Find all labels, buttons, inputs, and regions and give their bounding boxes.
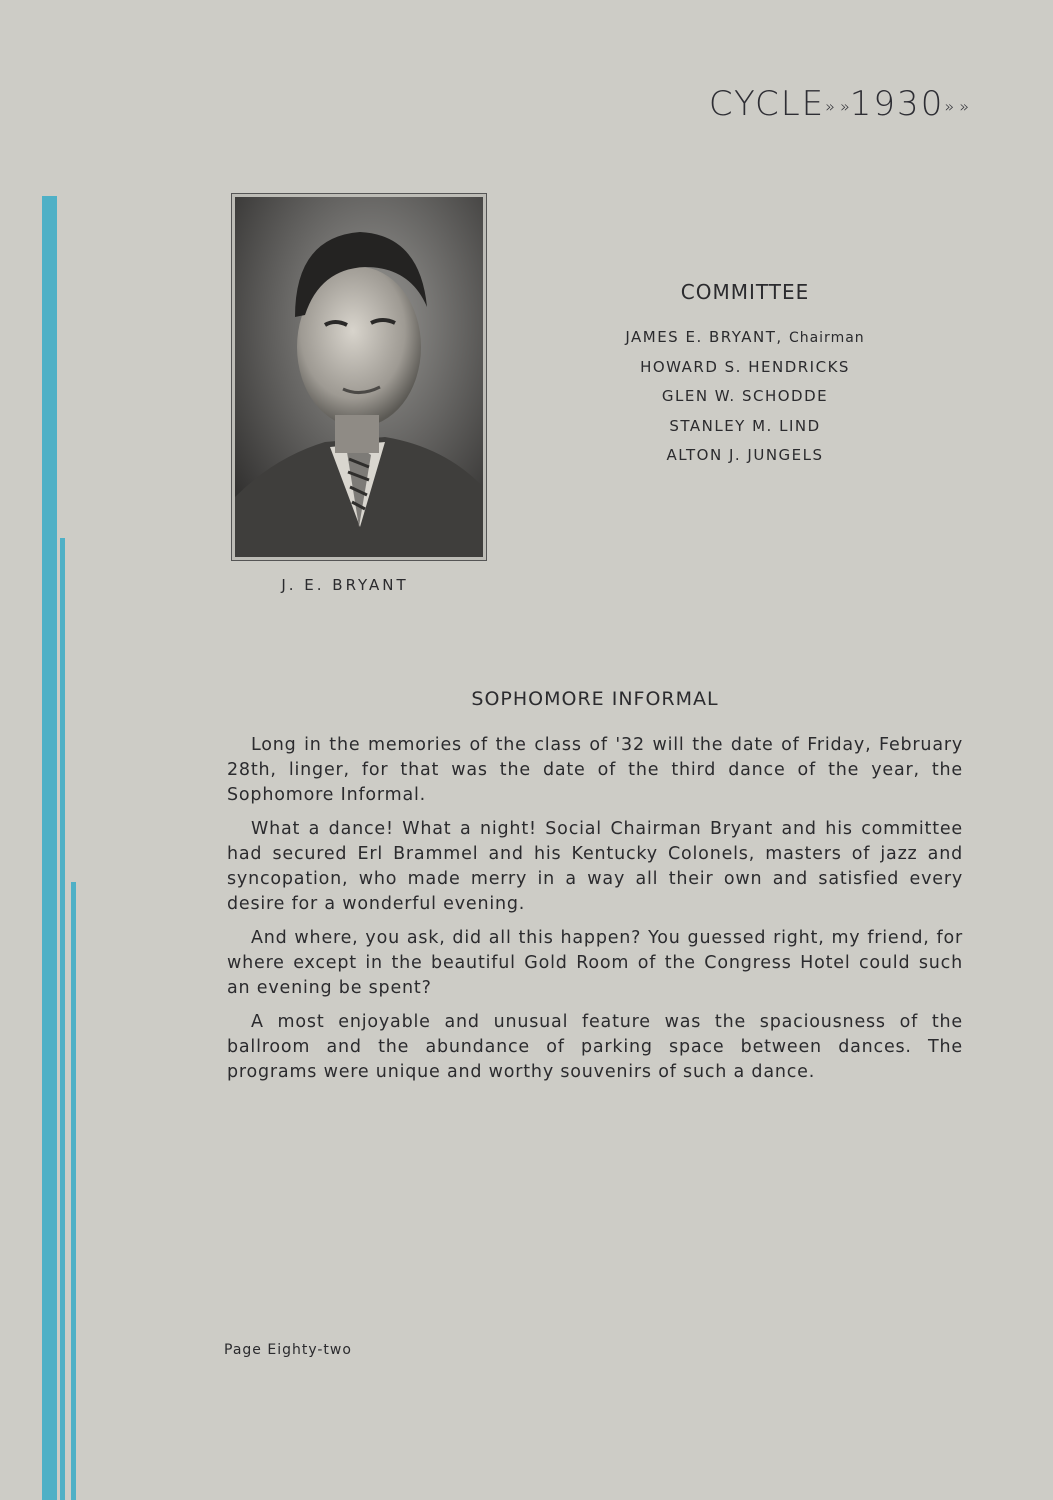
- accent-bar-thin: [60, 538, 65, 1500]
- list-item: [600, 385, 890, 415]
- committee-heading: COMMITTEE: [680, 280, 810, 304]
- member-name: HOWARD S. HENDRICKS: [640, 357, 850, 376]
- member-name: GLEN W. SCHODDE: [661, 387, 829, 405]
- article-paragraph: Long in the memories of the class of '32 will the date of Friday, February 28th, linger, for that was the date of the third dance of the year, the Sophomore Informal.: [227, 735, 963, 805]
- member-name: JAMES E. BRYANT,: [625, 328, 783, 346]
- member-name: STANLEY M. LIND: [669, 416, 821, 435]
- committee-list: [600, 326, 890, 474]
- portrait-photo: [235, 197, 483, 557]
- article-body: [227, 733, 963, 1094]
- header-year: 1930: [849, 84, 945, 124]
- portrait-frame: [231, 193, 487, 561]
- article-title: SOPHOMORE INFORMAL: [471, 688, 719, 710]
- member-name: ALTON J. JUNGELS: [666, 446, 824, 464]
- header-chevrons: » »: [825, 97, 850, 116]
- portrait-caption: J. E. BRYANT: [281, 576, 409, 594]
- member-role: Chairman: [788, 330, 865, 346]
- article-paragraph: And where, you ask, did all this happen? You guessed right, my friend, for where except in the beautiful Gold Room of the Congress Hotel could such an evening be spent?: [227, 928, 963, 998]
- header-title: CYCLE: [708, 84, 826, 124]
- list-item: [600, 356, 890, 386]
- article-paragraph: What a dance! What a night! Social Chairman Bryant and his committee had secured Erl Brammel and his Kentucky Colonels, masters of jazz and syncopation, who made merry in a way all their own and satisfied every desire for a wonderful evening.: [227, 819, 963, 914]
- header-chevrons-trailing: » »: [944, 97, 969, 116]
- accent-bar-wide: [42, 196, 57, 1500]
- running-header: [709, 84, 969, 124]
- article-paragraph: A most enjoyable and unusual feature was the spaciousness of the ballroom and the abundance of parking space between dances. The programs were unique and worthy souvenirs of such a dance.: [227, 1012, 963, 1082]
- list-item: [600, 444, 890, 474]
- accent-bar-thin-short: [71, 882, 76, 1500]
- list-item: [600, 415, 890, 445]
- page-number: Page Eighty-two: [224, 1342, 352, 1358]
- list-item: [600, 326, 890, 356]
